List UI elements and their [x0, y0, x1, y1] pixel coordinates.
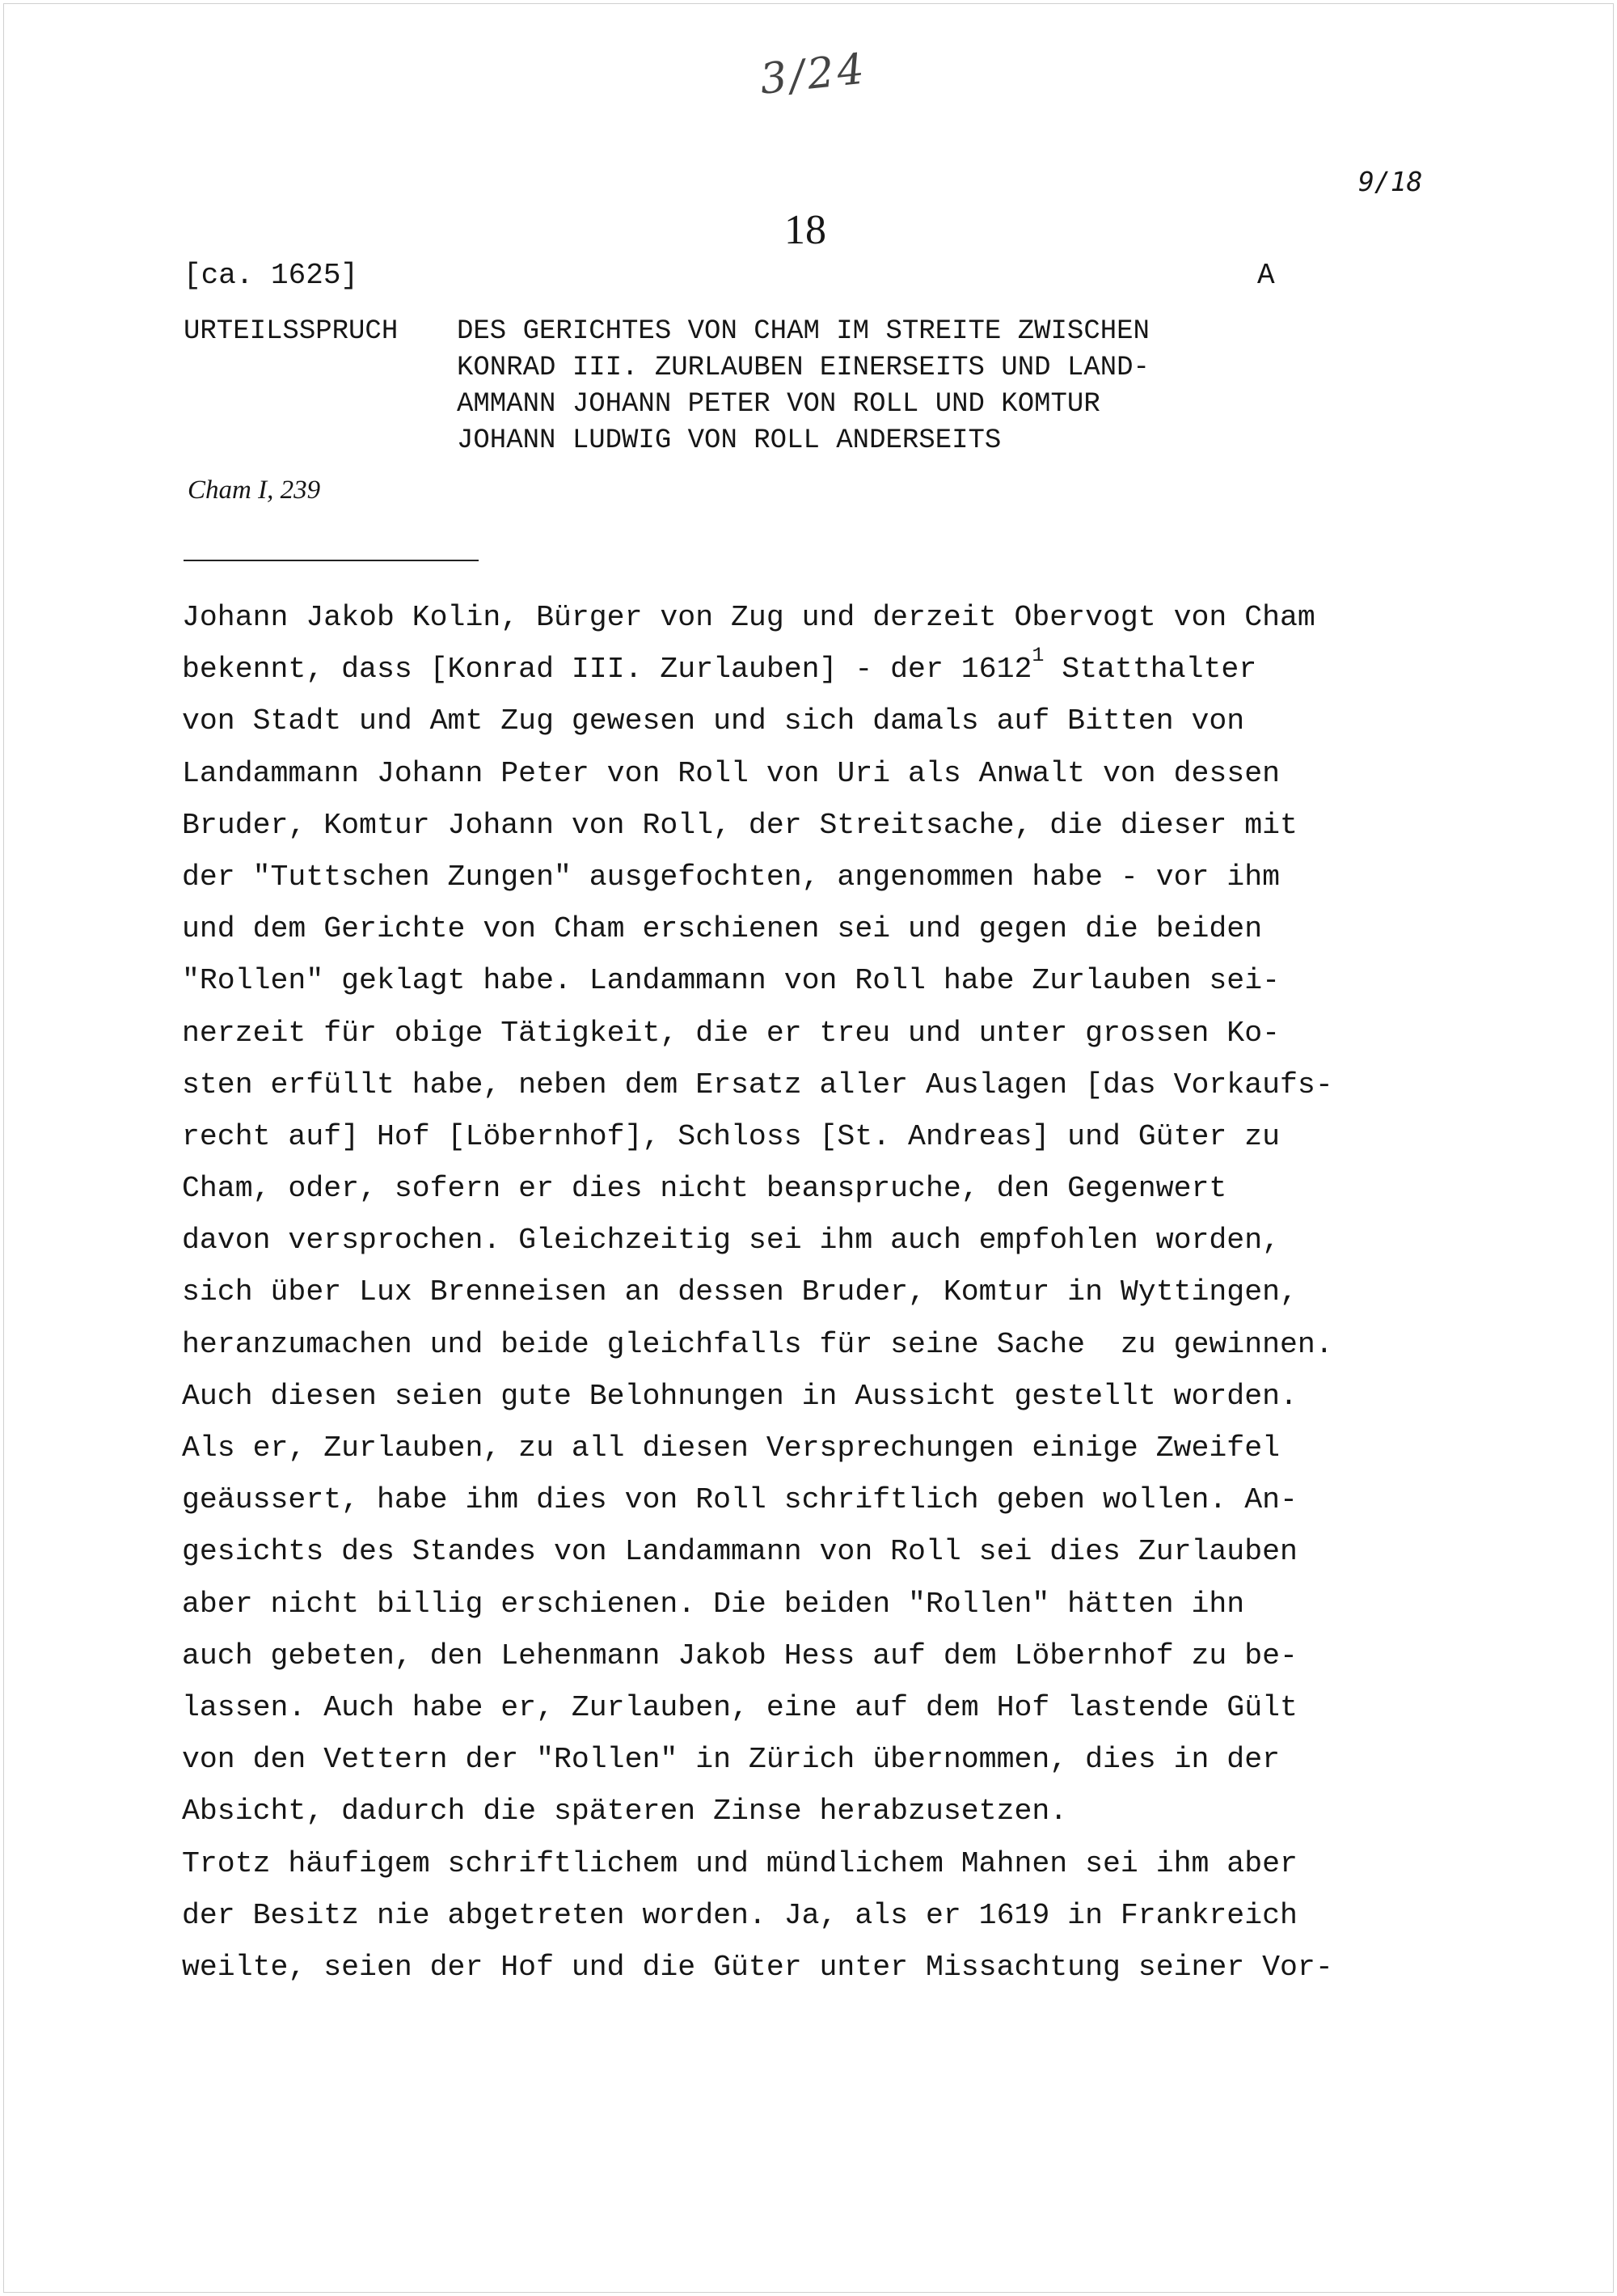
source-reference: Cham I, 239 [188, 476, 321, 505]
page-reference: 9/18 [1358, 166, 1423, 197]
body-line: heranzumachen und beide gleichfalls für seine Sache zu gewinnen. [182, 1327, 1333, 1361]
body-line: von den Vettern der "Rollen" in Zürich übernommen, dies in der [182, 1743, 1281, 1777]
document-date: [ca. 1625] [184, 259, 359, 292]
body-line: Als er, Zurlauben, zu all diesen Versprechungen einige Zweifel [182, 1431, 1281, 1465]
title-text [457, 314, 1150, 459]
body-line: Absicht, dadurch die späteren Zinse herabzusetzen. [182, 1795, 1068, 1829]
document-number: 18 [784, 207, 826, 253]
body-line: "Rollen" geklagt habe. Landammann von Roll habe Zurlauben sei- [182, 964, 1281, 998]
body-line: der Besitz nie abgetreten worden. Ja, als er 1619 in Frankreich [182, 1898, 1298, 1932]
body-line: weilte, seien der Hof und die Güter unter Missachtung seiner Vor- [182, 1950, 1333, 1984]
body-line: aber nicht billig erschienen. Die beiden "Rollen" hätten ihn [182, 1587, 1245, 1621]
body-line: davon versprochen. Gleichzeitig sei ihm auch empfohlen worden, [182, 1224, 1281, 1258]
body-line: Cham, oder, sofern er dies nicht beanspruche, den Gegenwert [182, 1172, 1227, 1206]
body-line: sten erfüllt habe, neben dem Ersatz aller Auslagen [das Vorkaufs- [182, 1068, 1333, 1101]
title-line: JOHANN LUDWIG VON ROLL ANDERSEITS [457, 425, 1002, 456]
body-line: gesichts des Standes von Landammann von Roll sei dies Zurlauben [182, 1535, 1298, 1569]
body-line: Auch diesen seien gute Belohnungen in Aussicht gestellt worden. [182, 1379, 1298, 1413]
body-line: von Stadt und Amt Zug gewesen und sich damals auf Bitten von [182, 704, 1245, 738]
body-line: und dem Gerichte von Cham erschienen sei und gegen die beiden [182, 912, 1263, 946]
body-line: geäussert, habe ihm dies von Roll schriftlich geben wollen. An- [182, 1483, 1298, 1517]
body-line: recht auf] Hof [Löbernhof], Schloss [St. Andreas] und Güter zu [182, 1119, 1281, 1153]
body-line: nerzeit für obige Tätigkeit, die er treu und unter grossen Ko- [182, 1016, 1281, 1050]
body-text [182, 592, 1333, 1994]
body-line: Landammann Johann Peter von Roll von Uri als Anwalt von dessen [182, 756, 1281, 790]
body-line: Trotz häufigem schriftlichem und mündlichem Mahnen sei ihm aber [182, 1846, 1298, 1880]
body-line: Bruder, Komtur Johann von Roll, der Streitsache, die dieser mit [182, 808, 1298, 842]
body-line: Johann Jakob Kolin, Bürger von Zug und derzeit Obervogt von Cham [182, 601, 1315, 634]
title-label: URTEILSSPRUCH [184, 316, 399, 347]
separator-rule [184, 560, 479, 561]
body-line: der "Tuttschen Zungen" ausgefochten, angenommen habe - vor ihm [182, 860, 1281, 894]
handwritten-archive-mark: 3/24 [758, 44, 870, 104]
body-line: lassen. Auch habe er, Zurlauben, eine auf dem Hof lastende Gült [182, 1690, 1298, 1724]
body-line: sich über Lux Brenneisen an dessen Bruder, Komtur in Wyttingen, [182, 1275, 1298, 1309]
title-line: KONRAD III. ZURLAUBEN EINERSEITS UND LAND- [457, 353, 1150, 383]
title-line: AMMANN JOHANN PETER VON ROLL UND KOMTUR [457, 389, 1100, 420]
body-line-text: Statthalter [1044, 653, 1257, 687]
body-line [182, 644, 1333, 696]
footnote-marker: 1 [1032, 644, 1045, 668]
title-line: DES GERICHTES VON CHAM IM STREITE ZWISCHEN [457, 316, 1150, 347]
body-line: auch gebeten, den Lehenmann Jakob Hess auf dem Löbernhof zu be- [182, 1638, 1298, 1672]
body-line-text: bekennt, dass [Konrad III. Zurlauben] - der 1612 [182, 653, 1032, 687]
variant-letter: A [1257, 259, 1275, 292]
